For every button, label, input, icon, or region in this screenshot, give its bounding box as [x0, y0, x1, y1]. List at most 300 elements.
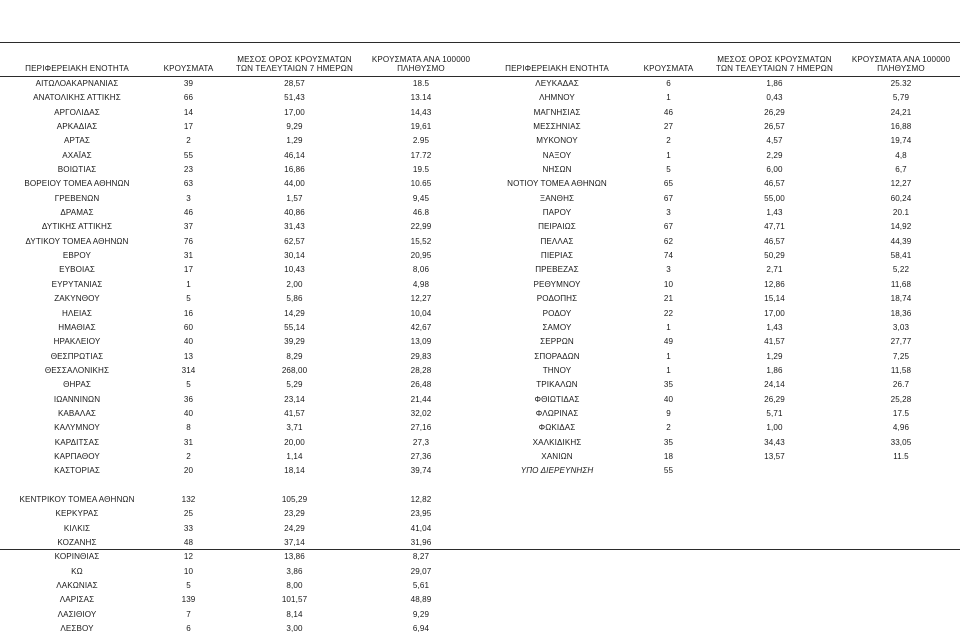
cell-cases: 3	[150, 192, 227, 206]
table-row	[480, 464, 960, 478]
cell-region: ΞΑΝΘΗΣ	[480, 192, 630, 206]
cell-weekly-average: 5,86	[227, 292, 362, 306]
cell-weekly-average: 40,86	[227, 206, 362, 220]
table-row	[480, 263, 960, 277]
cell-cases: 2	[150, 134, 227, 148]
cell-per-100000: 17.72	[362, 149, 480, 163]
cell-weekly-average: 1,14	[227, 450, 362, 464]
cell-weekly-average: 46,57	[707, 177, 842, 191]
cell-region: ΑΧΑΪΑΣ	[0, 149, 150, 163]
cell-per-100000: 27,3	[362, 436, 480, 450]
table-row	[480, 364, 960, 378]
cell-region: ΤΗΝΟΥ	[480, 364, 630, 378]
table-row	[0, 134, 480, 148]
cell-cases: 7	[150, 608, 227, 622]
cell-weekly-average: 41,57	[707, 335, 842, 349]
cell-per-100000: 26,48	[362, 378, 480, 392]
cell-region: ΚΟΡΙΝΘΙΑΣ	[0, 550, 150, 564]
cell-cases: 18	[630, 450, 707, 464]
cell-weekly-average: 8,00	[227, 579, 362, 593]
cell-weekly-average: 12,86	[707, 278, 842, 292]
cell-region: ΣΕΡΡΩΝ	[480, 335, 630, 349]
cell-region: ΧΑΝΙΩΝ	[480, 450, 630, 464]
table-row	[480, 235, 960, 249]
cell-weekly-average: 3,71	[227, 421, 362, 435]
cell-per-100000	[842, 464, 960, 478]
cell-cases: 1	[630, 321, 707, 335]
cell-per-100000: 22,99	[362, 220, 480, 234]
cell-region: ΣΑΜΟΥ	[480, 321, 630, 335]
tables-container	[0, 42, 960, 636]
cell-cases: 40	[150, 335, 227, 349]
cell-cases: 2	[150, 450, 227, 464]
cell-cases: 3	[630, 263, 707, 277]
cell-weekly-average: 8,29	[227, 350, 362, 364]
cell-cases: 20	[150, 464, 227, 478]
cell-cases: 65	[630, 177, 707, 191]
weekly-average-line1: ΜΕΣΟΣ ΟΡΟΣ ΚΡΟΥΣΜΑΤΩΝ	[717, 55, 832, 64]
cell-weekly-average: 15,14	[707, 292, 842, 306]
cell-region: ΚΑΒΑΛΑΣ	[0, 407, 150, 421]
cell-per-100000: 6,94	[362, 622, 480, 636]
cell-cases: 5	[630, 163, 707, 177]
table-row	[0, 292, 480, 306]
table-row	[0, 235, 480, 249]
right-table-half	[480, 42, 960, 636]
per-100000-line2: ΠΛΗΘΥΣΜΟ	[842, 65, 960, 73]
cell-per-100000: 24,21	[842, 106, 960, 120]
cell-region: ΚΟΖΑΝΗΣ	[0, 536, 150, 550]
cell-per-100000: 58,41	[842, 249, 960, 263]
weekly-average-line2: ΤΩΝ ΤΕΛΕΥΤΑΙΩΝ 7 ΗΜΕΡΩΝ	[707, 65, 842, 73]
table-row	[480, 106, 960, 120]
column-header-per-100000	[362, 43, 480, 77]
per-100000-line1: ΚΡΟΥΣΜΑΤΑ ΑΝΑ 100000	[852, 55, 950, 64]
cell-weekly-average: 1,57	[227, 192, 362, 206]
weekly-average-line2: ΤΩΝ ΤΕΛΕΥΤΑΙΩΝ 7 ΗΜΕΡΩΝ	[227, 65, 362, 73]
cell-per-100000: 11.5	[842, 450, 960, 464]
cell-cases: 25	[150, 507, 227, 521]
cell-region: ΚΕΝΤΡΙΚΟΥ ΤΟΜΕΑ ΑΘΗΝΩΝ	[0, 493, 150, 507]
cell-per-100000: 42,67	[362, 321, 480, 335]
cell-region: ΓΡΕΒΕΝΩΝ	[0, 192, 150, 206]
table-row	[0, 177, 480, 191]
table-row	[0, 220, 480, 234]
table-row	[0, 321, 480, 335]
cell-cases: 40	[630, 393, 707, 407]
cell-region: ΦΛΩΡΙΝΑΣ	[480, 407, 630, 421]
cell-cases: 35	[630, 436, 707, 450]
cell-region: ΚΑΡΔΙΤΣΑΣ	[0, 436, 150, 450]
cell-weekly-average: 1,00	[707, 421, 842, 435]
table-row	[0, 493, 480, 507]
cell-cases: 3	[630, 206, 707, 220]
cell-weekly-average: 8,14	[227, 608, 362, 622]
cell-cases: 5	[150, 579, 227, 593]
cell-cases: 14	[150, 106, 227, 120]
table-row	[0, 278, 480, 292]
cell-cases: 48	[150, 536, 227, 550]
cell-region: ΑΡΓΟΛΙΔΑΣ	[0, 106, 150, 120]
table-row	[0, 450, 480, 464]
cell-region: ΝΑΞΟΥ	[480, 149, 630, 163]
cell-region: ΠΡΕΒΕΖΑΣ	[480, 263, 630, 277]
cell-weekly-average: 23,29	[227, 507, 362, 521]
cell-region: ΗΡΑΚΛΕΙΟΥ	[0, 335, 150, 349]
cell-per-100000: 19.5	[362, 163, 480, 177]
cell-cases: 5	[150, 378, 227, 392]
table-bottom-rule	[0, 549, 960, 550]
cell-region	[0, 479, 150, 493]
cell-region: ΑΡΚΑΔΙΑΣ	[0, 120, 150, 134]
cell-weekly-average: 3,86	[227, 565, 362, 579]
cell-per-100000: 27,16	[362, 421, 480, 435]
cell-per-100000: 18,74	[842, 292, 960, 306]
table-row	[0, 421, 480, 435]
cell-weekly-average: 10,43	[227, 263, 362, 277]
cell-per-100000: 46.8	[362, 206, 480, 220]
table-row	[0, 407, 480, 421]
cell-region: ΔΥΤΙΚΗΣ ΑΤΤΙΚΗΣ	[0, 220, 150, 234]
cell-region: ΑΝΑΤΟΛΙΚΗΣ ΑΤΤΙΚΗΣ	[0, 91, 150, 105]
table-row	[0, 579, 480, 593]
cell-cases: 49	[630, 335, 707, 349]
cell-weekly-average: 4,57	[707, 134, 842, 148]
table-row	[0, 464, 480, 478]
cell-cases: 74	[630, 249, 707, 263]
cell-weekly-average: 46,14	[227, 149, 362, 163]
cell-per-100000: 19,74	[842, 134, 960, 148]
cell-region: ΦΘΙΩΤΙΔΑΣ	[480, 393, 630, 407]
table-row	[480, 77, 960, 92]
cell-region: ΘΗΡΑΣ	[0, 378, 150, 392]
cell-region: ΚΑΛΥΜΝΟΥ	[0, 421, 150, 435]
cell-region: ΔΡΑΜΑΣ	[0, 206, 150, 220]
cell-per-100000: 10,04	[362, 307, 480, 321]
cell-per-100000: 4,96	[842, 421, 960, 435]
cell-cases: 33	[150, 522, 227, 536]
table-row	[480, 278, 960, 292]
cell-weekly-average	[227, 479, 362, 493]
cell-cases: 27	[630, 120, 707, 134]
cell-cases: 139	[150, 593, 227, 607]
cell-cases: 1	[630, 350, 707, 364]
cell-per-100000: 5,79	[842, 91, 960, 105]
cell-region: ΕΥΒΟΙΑΣ	[0, 263, 150, 277]
cell-cases: 23	[150, 163, 227, 177]
table-header-left	[0, 43, 480, 77]
table-row	[480, 421, 960, 435]
per-100000-line2: ΠΛΗΘΥΣΜΟ	[362, 65, 480, 73]
table-row	[0, 378, 480, 392]
cell-region: ΠΕΙΡΑΙΩΣ	[480, 220, 630, 234]
cell-region: ΛΗΜΝΟΥ	[480, 91, 630, 105]
cell-cases: 2	[630, 134, 707, 148]
table-row	[480, 220, 960, 234]
cell-region: ΜΕΣΣΗΝΙΑΣ	[480, 120, 630, 134]
cell-weekly-average: 41,57	[227, 407, 362, 421]
cell-per-100000: 20,95	[362, 249, 480, 263]
table-row	[480, 149, 960, 163]
cell-per-100000: 14,92	[842, 220, 960, 234]
cell-per-100000: 31,96	[362, 536, 480, 550]
cell-region: ΕΥΡΥΤΑΝΙΑΣ	[0, 278, 150, 292]
cell-per-100000: 13.14	[362, 91, 480, 105]
cell-weekly-average: 1,29	[227, 134, 362, 148]
cell-weekly-average: 17,00	[227, 106, 362, 120]
table-row	[0, 593, 480, 607]
cell-weekly-average: 3,00	[227, 622, 362, 636]
cell-per-100000: 60,24	[842, 192, 960, 206]
cell-weekly-average: 5,29	[227, 378, 362, 392]
cell-cases: 67	[630, 192, 707, 206]
cell-weekly-average: 26,29	[707, 393, 842, 407]
cell-per-100000: 16,88	[842, 120, 960, 134]
cell-cases: 314	[150, 364, 227, 378]
cell-region: ΚΑΡΠΑΘΟΥ	[0, 450, 150, 464]
table-row	[0, 507, 480, 521]
cell-cases: 1	[630, 91, 707, 105]
left-table-half	[0, 42, 480, 636]
table-row	[0, 106, 480, 120]
cell-region: ΤΡΙΚΑΛΩΝ	[480, 378, 630, 392]
cell-per-100000: 9,45	[362, 192, 480, 206]
cell-region: ΛΑΚΩΝΙΑΣ	[0, 579, 150, 593]
cell-cases: 17	[150, 263, 227, 277]
cell-weekly-average: 55,14	[227, 321, 362, 335]
cell-region: ΛΕΣΒΟΥ	[0, 622, 150, 636]
cell-region: ΘΕΣΠΡΩΤΙΑΣ	[0, 350, 150, 364]
table-row	[0, 335, 480, 349]
cell-weekly-average: 50,29	[707, 249, 842, 263]
table-row	[480, 321, 960, 335]
cell-cases: 46	[150, 206, 227, 220]
cell-cases: 55	[150, 149, 227, 163]
cell-per-100000: 8,27	[362, 550, 480, 564]
cell-region: ΚΑΣΤΟΡΙΑΣ	[0, 464, 150, 478]
cell-per-100000: 13,09	[362, 335, 480, 349]
cell-region: ΧΑΛΚΙΔΙΚΗΣ	[480, 436, 630, 450]
cell-per-100000: 12,82	[362, 493, 480, 507]
cell-per-100000: 33,05	[842, 436, 960, 450]
cell-cases: 63	[150, 177, 227, 191]
column-header-weekly-average	[707, 43, 842, 77]
cell-region: ΠΕΛΛΑΣ	[480, 235, 630, 249]
cell-cases: 22	[630, 307, 707, 321]
cell-per-100000: 5,61	[362, 579, 480, 593]
cell-region: ΜΑΓΝΗΣΙΑΣ	[480, 106, 630, 120]
cell-cases: 17	[150, 120, 227, 134]
cell-weekly-average: 1,43	[707, 206, 842, 220]
cell-per-100000: 9,29	[362, 608, 480, 622]
table-row	[0, 436, 480, 450]
table-row	[0, 522, 480, 536]
cell-cases: 55	[630, 464, 707, 478]
cell-region: ΒΟΡΕΙΟΥ ΤΟΜΕΑ ΑΘΗΝΩΝ	[0, 177, 150, 191]
cell-region: ΛΑΡΙΣΑΣ	[0, 593, 150, 607]
table-row	[480, 350, 960, 364]
table-row	[0, 350, 480, 364]
cell-weekly-average: 1,29	[707, 350, 842, 364]
cell-cases: 40	[150, 407, 227, 421]
cell-cases: 9	[630, 407, 707, 421]
cell-per-100000: 12,27	[362, 292, 480, 306]
table-row	[0, 249, 480, 263]
cell-weekly-average: 1,43	[707, 321, 842, 335]
cell-weekly-average: 17,00	[707, 307, 842, 321]
cell-weekly-average: 105,29	[227, 493, 362, 507]
cell-region: ΑΙΤΩΛΟΑΚΑΡΝΑΝΙΑΣ	[0, 77, 150, 92]
table-row	[0, 307, 480, 321]
table-row	[480, 450, 960, 464]
cell-region: ΥΠΟ ΔΙΕΡΕΥΝΗΣΗ	[480, 464, 630, 478]
table-row	[480, 249, 960, 263]
cell-weekly-average: 47,71	[707, 220, 842, 234]
cell-per-100000: 18.5	[362, 77, 480, 92]
cell-cases: 62	[630, 235, 707, 249]
cell-cases: 10	[150, 565, 227, 579]
cell-per-100000: 5,22	[842, 263, 960, 277]
cell-weekly-average: 44,00	[227, 177, 362, 191]
cell-cases: 31	[150, 436, 227, 450]
cell-weekly-average: 23,14	[227, 393, 362, 407]
table-row	[480, 163, 960, 177]
cell-per-100000: 39,74	[362, 464, 480, 478]
cell-per-100000: 6,7	[842, 163, 960, 177]
cell-per-100000	[362, 479, 480, 493]
cell-cases: 1	[630, 149, 707, 163]
table-row	[480, 120, 960, 134]
cell-weekly-average: 26,29	[707, 106, 842, 120]
table-row	[480, 206, 960, 220]
table-row	[0, 91, 480, 105]
cell-weekly-average: 2,71	[707, 263, 842, 277]
cell-cases: 2	[630, 421, 707, 435]
cell-weekly-average: 30,14	[227, 249, 362, 263]
cell-weekly-average: 26,57	[707, 120, 842, 134]
cell-weekly-average: 31,43	[227, 220, 362, 234]
cell-weekly-average: 13,57	[707, 450, 842, 464]
table-body-left	[0, 77, 480, 636]
cell-cases: 60	[150, 321, 227, 335]
table-spacer-row	[0, 479, 480, 493]
cell-cases: 13	[150, 350, 227, 364]
cell-region: ΗΛΕΙΑΣ	[0, 307, 150, 321]
cell-cases: 46	[630, 106, 707, 120]
cell-per-100000: 48,89	[362, 593, 480, 607]
cell-region: ΕΒΡΟΥ	[0, 249, 150, 263]
column-header-region: ΠΕΡΙΦΕΡΕΙΑΚΗ ΕΝΟΤΗΤΑ	[480, 43, 630, 77]
table-row	[480, 436, 960, 450]
table-row	[0, 206, 480, 220]
cell-weekly-average: 14,29	[227, 307, 362, 321]
column-header-weekly-average	[227, 43, 362, 77]
cell-cases: 67	[630, 220, 707, 234]
table-row	[0, 163, 480, 177]
cell-per-100000: 27,36	[362, 450, 480, 464]
cell-region: ΒΟΙΩΤΙΑΣ	[0, 163, 150, 177]
cases-table-right	[480, 42, 960, 479]
cell-weekly-average: 18,14	[227, 464, 362, 478]
weekly-average-line1: ΜΕΣΟΣ ΟΡΟΣ ΚΡΟΥΣΜΑΤΩΝ	[237, 55, 352, 64]
cell-per-100000: 14,43	[362, 106, 480, 120]
cell-cases: 37	[150, 220, 227, 234]
cell-weekly-average: 34,43	[707, 436, 842, 450]
cell-weekly-average: 46,57	[707, 235, 842, 249]
cell-per-100000: 15,52	[362, 235, 480, 249]
cell-region: ΘΕΣΣΑΛΟΝΙΚΗΣ	[0, 364, 150, 378]
cell-weekly-average: 1,86	[707, 364, 842, 378]
cell-per-100000: 32,02	[362, 407, 480, 421]
cell-weekly-average: 268,00	[227, 364, 362, 378]
table-row	[0, 393, 480, 407]
table-row	[480, 177, 960, 191]
cell-weekly-average: 9,29	[227, 120, 362, 134]
cell-weekly-average: 5,71	[707, 407, 842, 421]
cell-region: ΚΩ	[0, 565, 150, 579]
cell-per-100000: 4,8	[842, 149, 960, 163]
cell-cases: 36	[150, 393, 227, 407]
cell-region: ΚΕΡΚΥΡΑΣ	[0, 507, 150, 521]
table-row	[480, 192, 960, 206]
cell-weekly-average: 1,86	[707, 77, 842, 92]
table-header-right	[480, 43, 960, 77]
cell-per-100000: 8,06	[362, 263, 480, 277]
table-row	[0, 77, 480, 92]
cell-weekly-average: 20,00	[227, 436, 362, 450]
cell-per-100000: 29,83	[362, 350, 480, 364]
cell-per-100000: 17.5	[842, 407, 960, 421]
table-row	[480, 292, 960, 306]
cell-cases: 16	[150, 307, 227, 321]
cell-per-100000: 2.95	[362, 134, 480, 148]
cell-cases: 6	[150, 622, 227, 636]
cell-per-100000: 25,28	[842, 393, 960, 407]
table-row	[0, 120, 480, 134]
cell-weekly-average: 13,86	[227, 550, 362, 564]
cell-per-100000: 23,95	[362, 507, 480, 521]
cell-region: ΝΗΣΩΝ	[480, 163, 630, 177]
cell-per-100000: 7,25	[842, 350, 960, 364]
cell-region: ΡΟΔΟΥ	[480, 307, 630, 321]
cell-cases: 31	[150, 249, 227, 263]
cell-cases	[150, 479, 227, 493]
cell-weekly-average: 39,29	[227, 335, 362, 349]
cell-per-100000: 10.65	[362, 177, 480, 191]
cell-region: ΖΑΚΥΝΘΟΥ	[0, 292, 150, 306]
cell-weekly-average: 37,14	[227, 536, 362, 550]
cell-cases: 5	[150, 292, 227, 306]
cell-cases: 39	[150, 77, 227, 92]
table-row	[480, 335, 960, 349]
cell-region: ΠΙΕΡΙΑΣ	[480, 249, 630, 263]
cases-table-left	[0, 42, 480, 636]
table-body-right	[480, 77, 960, 479]
column-header-cases: ΚΡΟΥΣΜΑΤΑ	[630, 43, 707, 77]
cell-region: ΠΑΡΟΥ	[480, 206, 630, 220]
table-row	[0, 192, 480, 206]
cell-region: ΛΕΥΚΑΔΑΣ	[480, 77, 630, 92]
cell-cases: 1	[630, 364, 707, 378]
cell-region: ΝΟΤΙΟΥ ΤΟΜΕΑ ΑΘΗΝΩΝ	[480, 177, 630, 191]
cell-weekly-average: 2,29	[707, 149, 842, 163]
cell-cases: 8	[150, 421, 227, 435]
cell-region: ΦΩΚΙΔΑΣ	[480, 421, 630, 435]
cell-region: ΡΟΔΟΠΗΣ	[480, 292, 630, 306]
cell-cases: 21	[630, 292, 707, 306]
column-header-per-100000	[842, 43, 960, 77]
cell-weekly-average: 28,57	[227, 77, 362, 92]
